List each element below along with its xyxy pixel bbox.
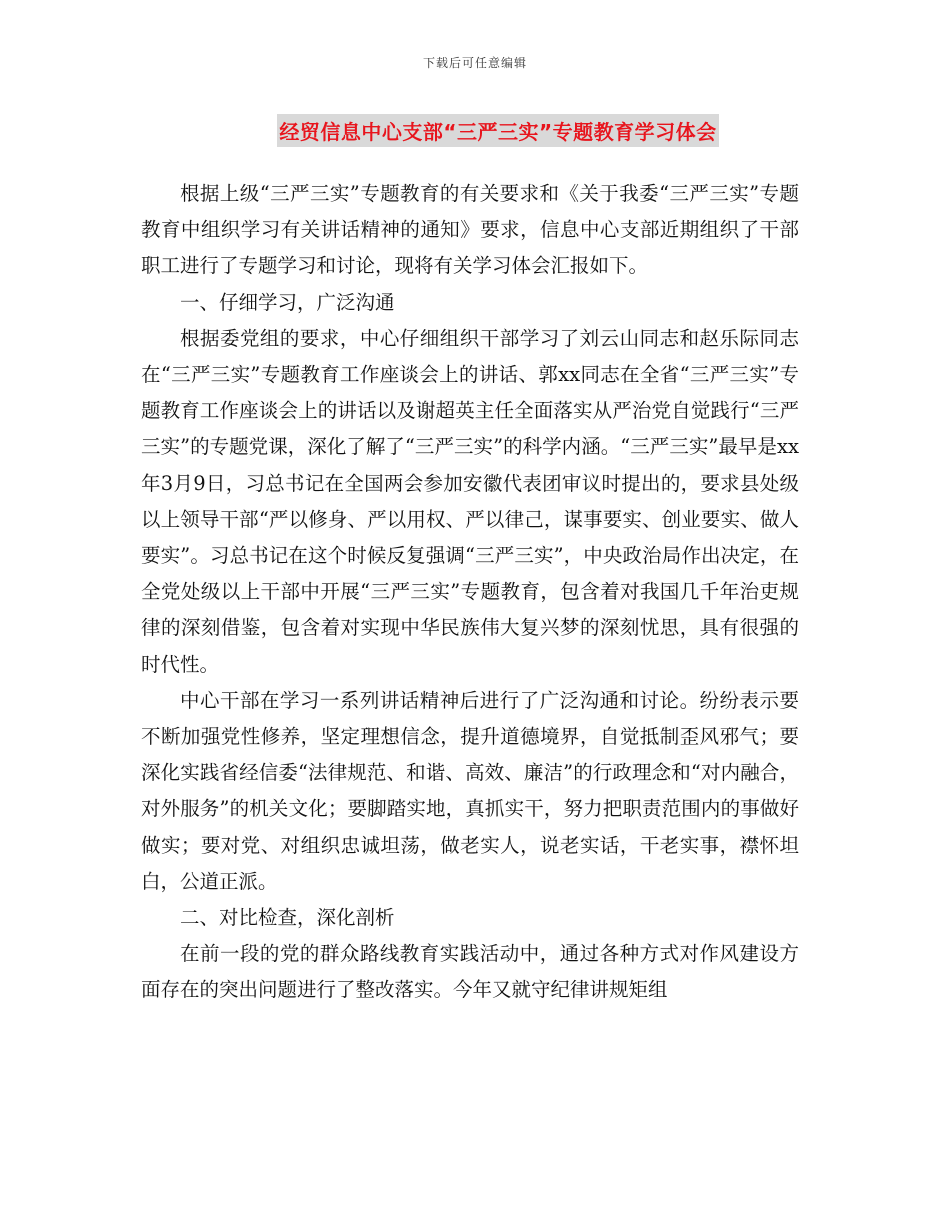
section-heading-2: 二、对比检查，深化剖析 bbox=[180, 906, 395, 930]
paragraph-study: 根据委党组的要求，中心仔细组织干部学习了刘云山同志和赵乐际同志在“三严三实”专题教育工作座谈会上的讲话、郭xx同志在全省“三严三实”专题教育工作座谈会上的讲话以及谢超英主任全面落实从严治党自觉践行“三严三实”的专题党课，深化了解了“三严三实”的科学内涵。“三严三实”最早是xx年3月9日，习总书记在全国两会参加安徽代表团审议时提出的，要求县处级以上领导干部“严以修身、严以用权、严以律己，谋事要实、创业要实、做人要实”。习总书记在这个时候反复强调“三严三实”，中央政治局作出决定，在全党处级以上干部中开展“三严三实”专题教育，包含着对我国几千年治吏规律的深刻借鉴，包含着对实现中华民族伟大复兴梦的深刻忧思，具有很强的时代性。 bbox=[141, 326, 799, 676]
header-note: 下载后可任意编辑 bbox=[422, 56, 527, 70]
document-body bbox=[141, 176, 799, 1009]
paragraph-review: 在前一段的党的群众路线教育实践活动中，通过各种方式对作风建设方面存在的突出问题进行了整改落实。今年又就守纪律讲规矩组 bbox=[141, 942, 799, 1002]
document-title: 经贸信息中心支部“三严三实”专题教育学习体会 bbox=[277, 114, 718, 147]
section-heading-1: 一、仔细学习，广泛沟通 bbox=[180, 290, 395, 314]
paragraph-discussion: 中心干部在学习一系列讲话精神后进行了广泛沟通和讨论。纷纷表示要不断加强党性修养，坚定理想信念，提升道德境界，自觉抵制歪风邪气；要深化实践省经信委“法律规范、和谐、高效、廉洁”的行政理念和“对内融合，对外服务”的机关文化；要脚踏实地，真抓实干，努力把职责范围内的事做好做实；要对党、对组织忠诚坦荡，做老实人，说老实话，干老实事，襟怀坦白，公道正派。 bbox=[141, 688, 799, 893]
title-container bbox=[0, 114, 950, 147]
paragraph-intro: 根据上级“三严三实”专题教育的有关要求和《关于我委“三严三实”专题教育中组织学习有关讲话精神的通知》要求，信息中心支部近期组织了干部职工进行了专题学习和讨论，现将有关学习体会汇报如下。 bbox=[141, 182, 799, 278]
